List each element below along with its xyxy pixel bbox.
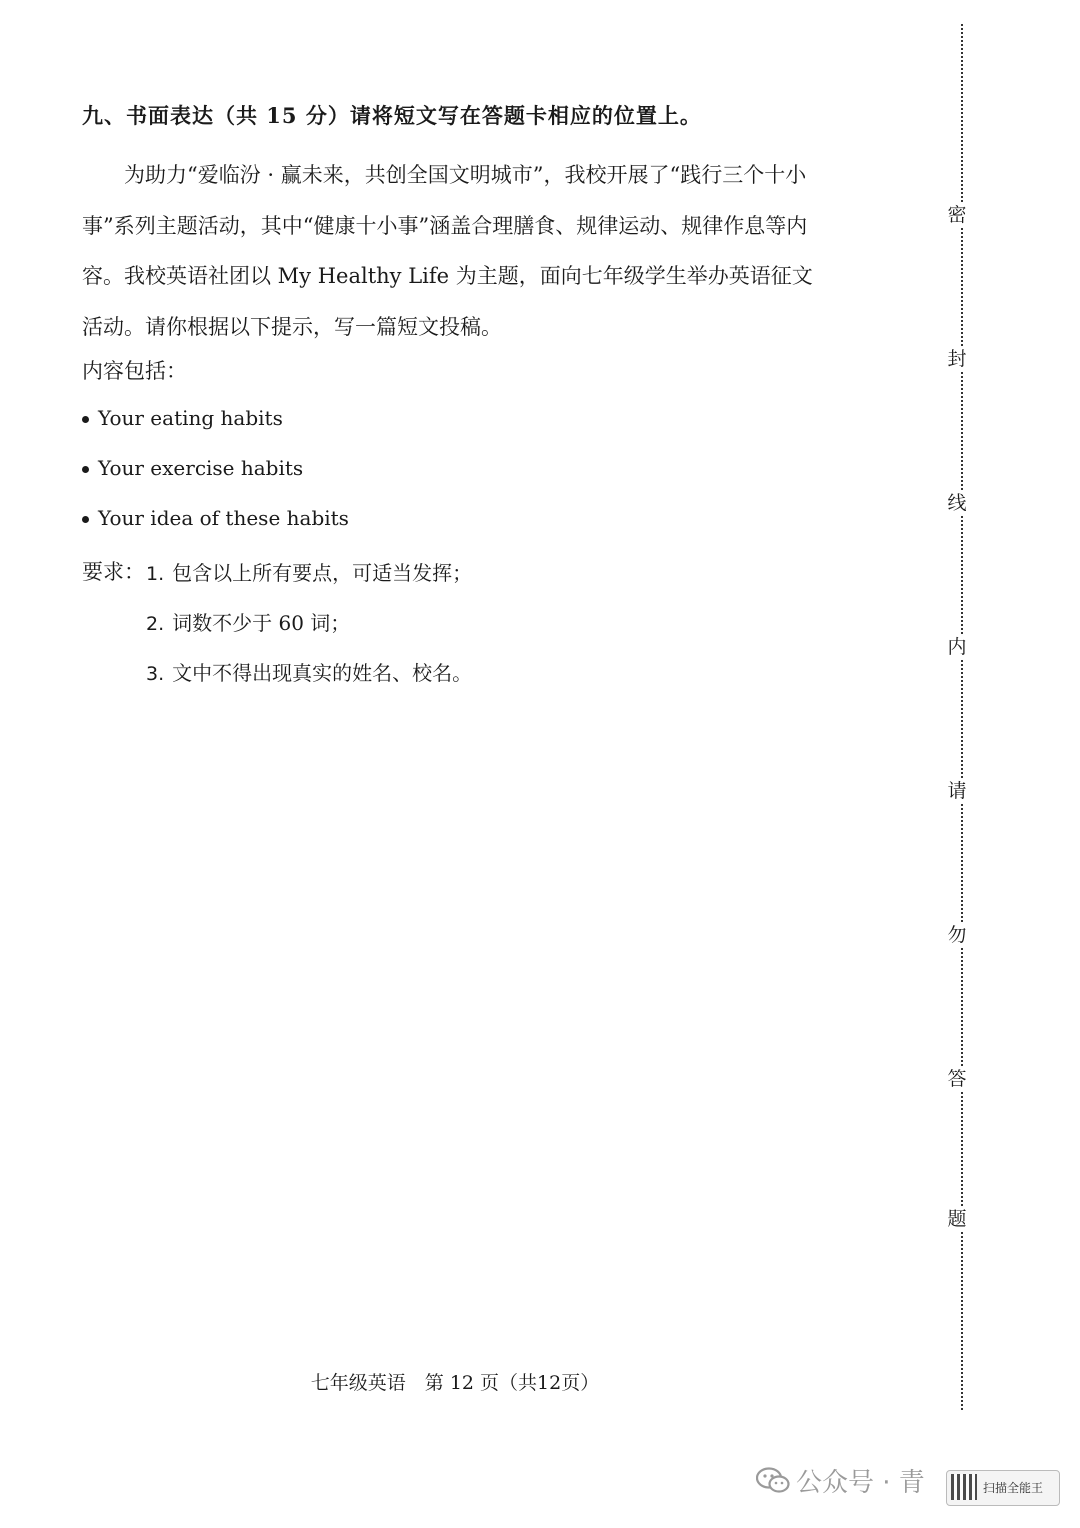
qr-code-icon (951, 1474, 977, 1500)
content-label: 内容包括： (82, 359, 187, 383)
wechat-watermark: 公众号 · 青 (756, 1462, 925, 1499)
binding-char: 封 (944, 346, 970, 372)
bullet-icon (82, 516, 89, 523)
requirement-item: 3. 文中不得出现真实的姓名、校名。 (146, 661, 473, 685)
binding-char: 勿 (944, 922, 970, 948)
binding-char: 答 (944, 1066, 970, 1092)
page-footer: 七年级英语 第 12 页（共12页） (310, 1372, 600, 1394)
bullet-icon (82, 416, 89, 423)
binding-char: 内 (944, 634, 970, 660)
bullet-item: Your exercise habits (82, 456, 303, 480)
requirement-item: 1. 包含以上所有要点，可适当发挥； (146, 561, 473, 585)
binding-char: 请 (944, 778, 970, 804)
binding-char: 密 (944, 202, 970, 228)
bullet-icon (82, 466, 89, 473)
question-title: 九、书面表达（共 15 分）请将短文写在答题卡相应的位置上。 (82, 103, 702, 128)
bullet-item: Your eating habits (82, 406, 283, 430)
binding-char: 线 (944, 490, 970, 516)
bullet-item: Your idea of these habits (82, 506, 349, 530)
binding-char: 题 (944, 1206, 970, 1232)
requirement-item: 2. 词数不少于 60 词； (146, 611, 351, 635)
binding-dotted-line (961, 24, 963, 1410)
wechat-icon (756, 1467, 790, 1495)
question-intro: 为助力“爱临汾 · 赢未来，共创全国文明城市”，我校开展了“践行三个十小事”系列主题活动，其中“健康十小事”涵盖合理膳食、规律运动、规律作息等内容。我校英语社团以 My Healthy Life 为主题，面向七年级学生举办英语征文活动。请你根据以下提示，写一篇短文投稿。 (82, 163, 813, 339)
scanner-app-badge: 扫描全能王 (946, 1470, 1060, 1506)
requirements-label: 要求： (82, 560, 145, 584)
